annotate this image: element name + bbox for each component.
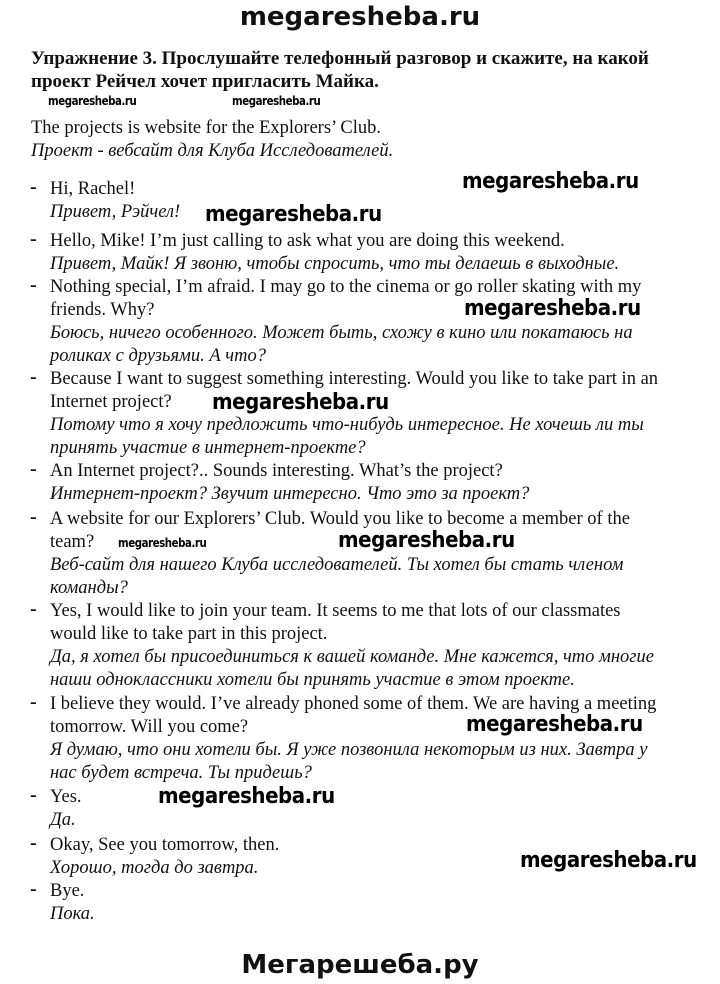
watermark: megaresheba.ru bbox=[520, 848, 697, 873]
answer-en: The projects is website for the Explorers’ Club. bbox=[31, 118, 382, 138]
watermark: megaresheba.ru bbox=[462, 169, 639, 194]
line-english: Hello, Mike! I’m just calling to ask what you are doing this weekend. bbox=[50, 231, 565, 251]
line-russian: Да, я хотел бы присоединиться к вашей команде. Мне кажется, что многие bbox=[50, 647, 654, 667]
dialogue-item bbox=[30, 598, 654, 692]
line-russian: роликах с друзьями. А что? bbox=[50, 346, 266, 366]
line-russian: Потому что я хочу предложить что-нибудь интересное. Не хочешь ли ты bbox=[50, 415, 644, 435]
watermark: megaresheba.ru bbox=[464, 296, 641, 321]
dash-bullet: - bbox=[30, 458, 37, 480]
line-english: Bye. bbox=[50, 881, 85, 901]
line-english: Internet project? bbox=[50, 392, 172, 412]
line-russian: команды? bbox=[50, 578, 128, 598]
dash-bullet: - bbox=[30, 176, 37, 198]
line-russian: Я думаю, что они хотели бы. Я уже позвонила некоторым из них. Завтра у bbox=[50, 740, 648, 760]
line-russian: Привет, Майк! Я звоню, чтобы спросить, что ты делаешь в выходные. bbox=[50, 254, 620, 274]
line-russian: принять участие в интернет-проекте? bbox=[50, 438, 366, 458]
dialogue-item bbox=[30, 228, 620, 276]
watermark: megaresheba.ru bbox=[118, 536, 207, 550]
dash-bullet: - bbox=[30, 691, 37, 713]
line-english: Yes. bbox=[50, 787, 82, 807]
line-russian: Пока. bbox=[50, 904, 95, 924]
dialogue-item bbox=[30, 176, 181, 224]
dialogue-item bbox=[30, 458, 530, 506]
watermark: megaresheba.ru bbox=[338, 528, 515, 553]
dash-bullet: - bbox=[30, 832, 37, 854]
dash-bullet: - bbox=[30, 784, 37, 806]
dialogue-item bbox=[30, 878, 95, 926]
line-english: I believe they would. I’ve already phoned some of them. We are having a meeting bbox=[50, 694, 657, 714]
line-english: A website for our Explorers’ Club. Would you like to become a member of the bbox=[50, 509, 630, 529]
site-footer: Мегарешеба.ру bbox=[241, 950, 479, 980]
title-line: проект Рейчел хочет пригласить Майка. bbox=[31, 71, 379, 92]
watermark: megaresheba.ru bbox=[212, 390, 389, 415]
line-english: tomorrow. Will you come? bbox=[50, 717, 249, 737]
line-russian: наши одноклассники хотели бы принять участие в этом проекте. bbox=[50, 670, 575, 690]
title-line: Упражнение 3. Прослушайте телефонный разговор и скажите, на какой bbox=[31, 48, 649, 69]
line-russian: Интернет-проект? Звучит интересно. Что это за проект? bbox=[50, 484, 530, 504]
line-russian: нас будет встреча. Ты придешь? bbox=[50, 763, 312, 783]
watermark: megaresheba.ru bbox=[48, 94, 137, 108]
watermark: megaresheba.ru bbox=[158, 784, 335, 809]
dash-bullet: - bbox=[30, 366, 37, 388]
watermark: megaresheba.ru bbox=[205, 202, 382, 227]
line-english: friends. Why? bbox=[50, 300, 155, 320]
dash-bullet: - bbox=[30, 878, 37, 900]
dialogue-item bbox=[30, 784, 82, 832]
line-english: Hi, Rachel! bbox=[50, 179, 136, 199]
dash-bullet: - bbox=[30, 228, 37, 250]
dialogue-item bbox=[30, 832, 280, 880]
site-header: megaresheba.ru bbox=[239, 2, 481, 32]
dialogue-item bbox=[30, 506, 630, 600]
line-russian: Да. bbox=[50, 810, 76, 830]
dash-bullet: - bbox=[30, 506, 37, 528]
line-english: Okay, See you tomorrow, then. bbox=[50, 835, 280, 855]
line-english: Because I want to suggest something interesting. Would you like to take part in an bbox=[50, 369, 659, 389]
watermark: megaresheba.ru bbox=[466, 712, 643, 737]
dialogue-item bbox=[30, 691, 657, 785]
line-russian: Привет, Рэйчел! bbox=[50, 202, 181, 222]
line-english: An Internet project?.. Sounds interesting. What’s the project? bbox=[50, 461, 503, 481]
line-russian: Хорошо, тогда до завтра. bbox=[50, 858, 259, 878]
exercise-title bbox=[31, 47, 711, 93]
dialogue-item bbox=[30, 274, 642, 368]
dash-bullet: - bbox=[30, 598, 37, 620]
watermark: megaresheba.ru bbox=[232, 94, 321, 108]
line-russian: Боюсь, ничего особенного. Может быть, схожу в кино или покатаюсь на bbox=[50, 323, 633, 343]
line-english: Yes, I would like to join your team. It seems to me that lots of our classmates bbox=[50, 601, 621, 621]
line-english: Nothing special, I’m afraid. I may go to the cinema or go roller skating with my bbox=[50, 277, 642, 297]
answer bbox=[31, 117, 393, 163]
line-russian: Веб-сайт для нашего Клуба исследователей. Ты хотел бы стать членом bbox=[50, 555, 624, 575]
dash-bullet: - bbox=[30, 274, 37, 296]
line-english: would like to take part in this project. bbox=[50, 624, 328, 644]
answer-ru: Проект - вебсайт для Клуба Исследователей. bbox=[31, 141, 394, 161]
line-english: team? bbox=[50, 532, 95, 552]
